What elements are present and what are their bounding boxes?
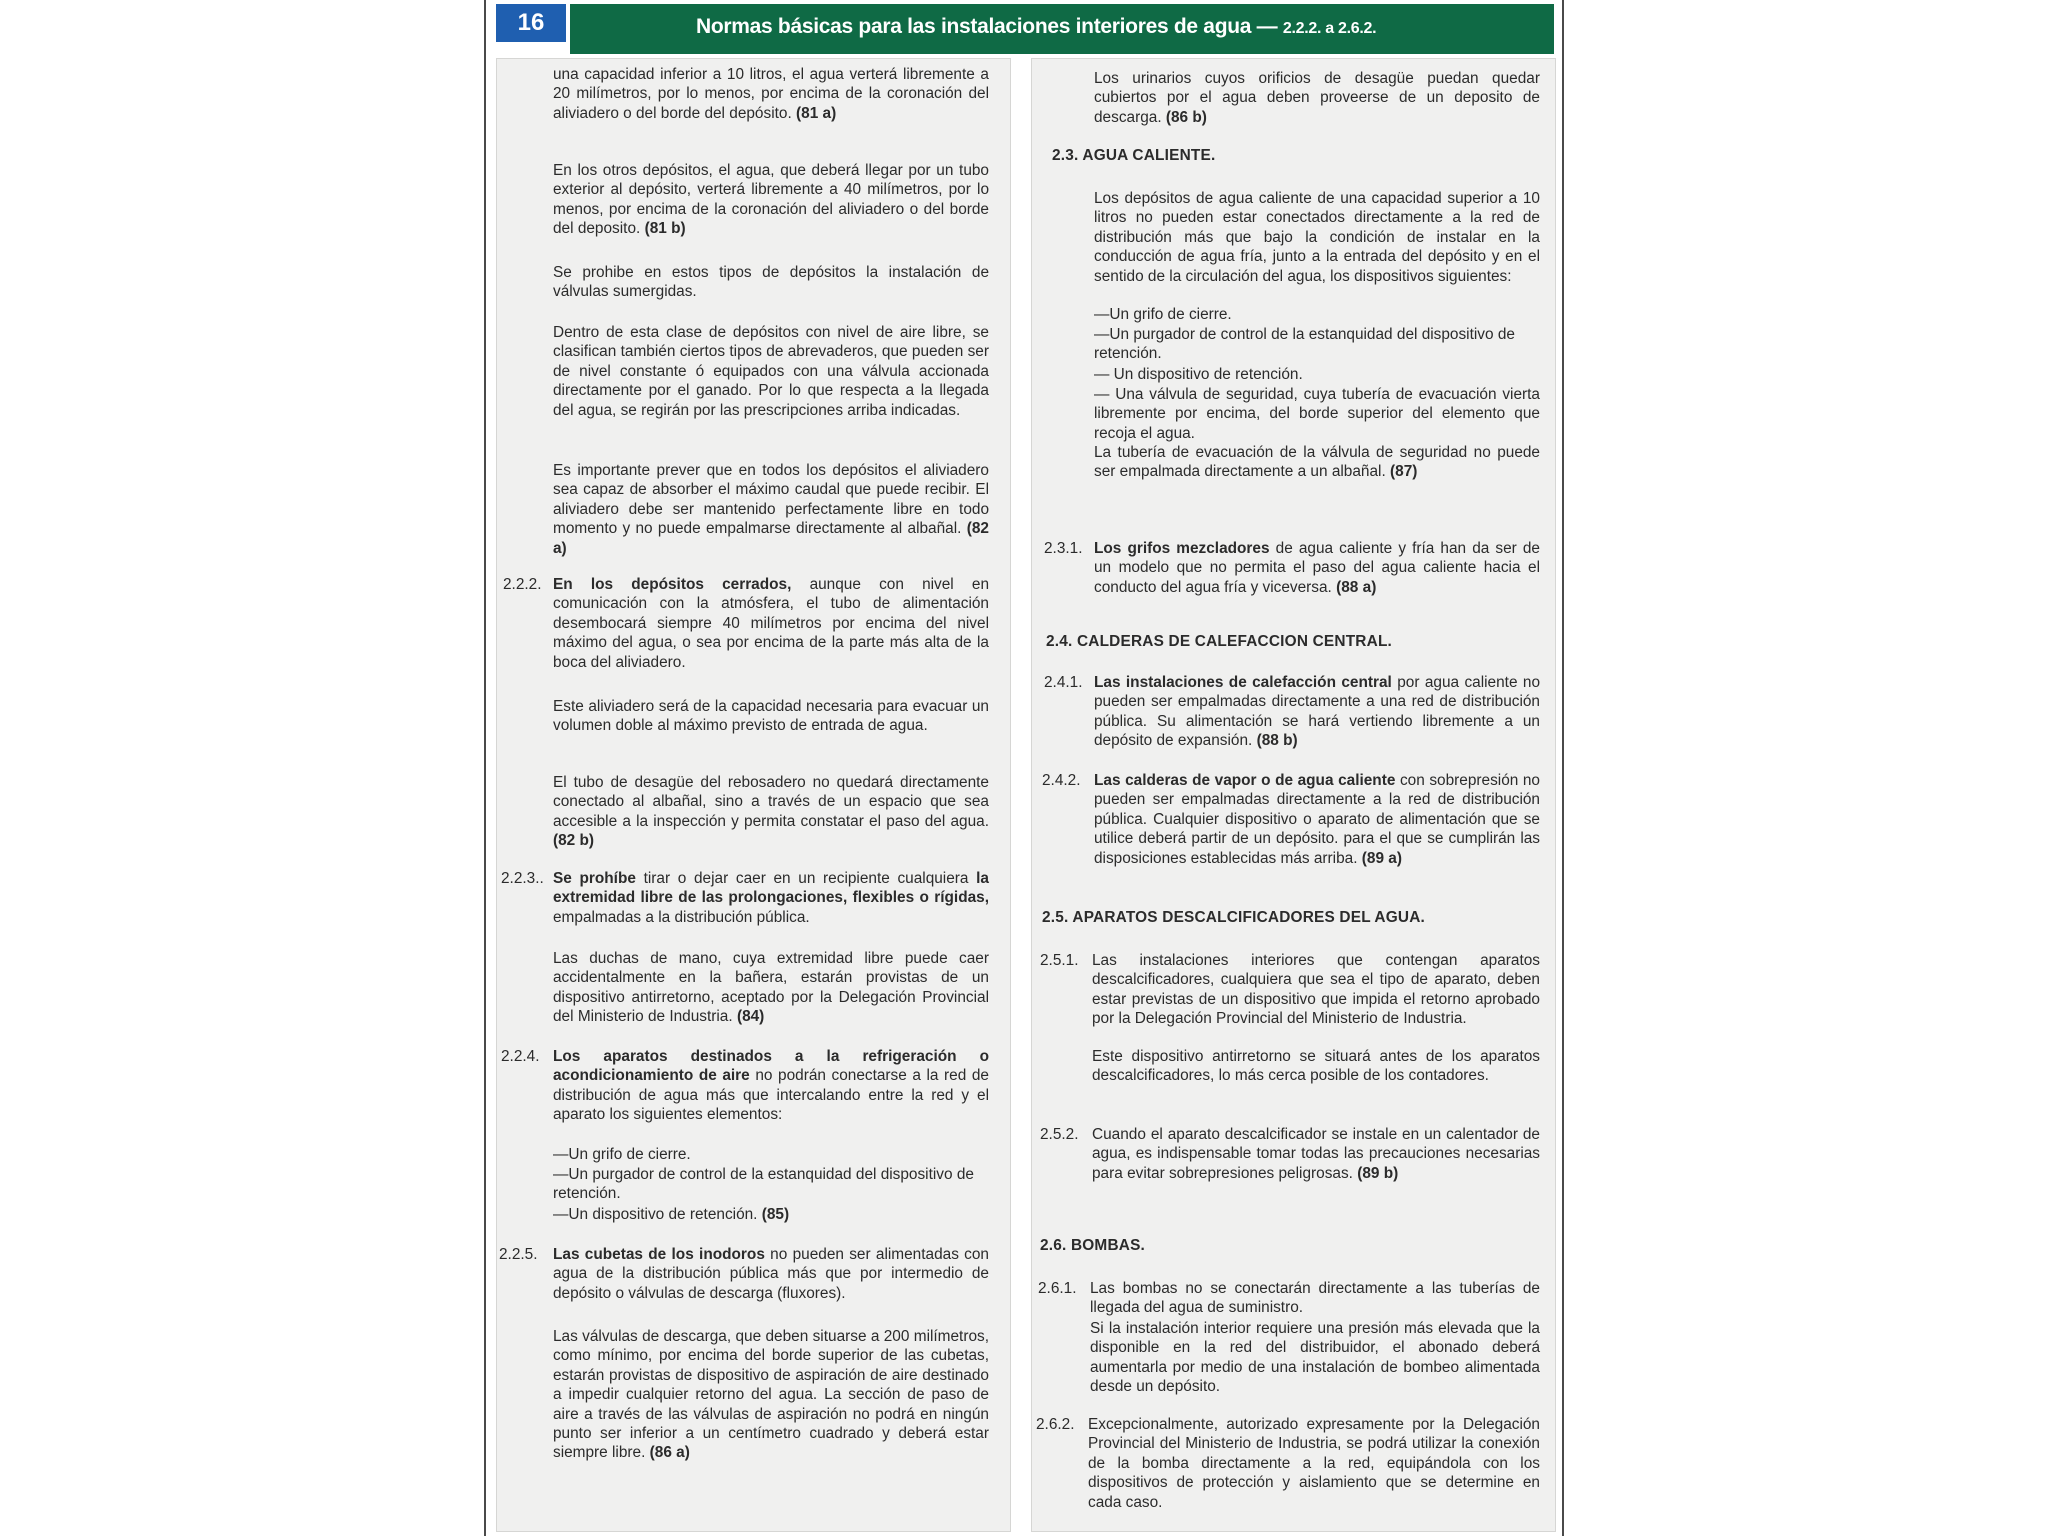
left-column [496,58,1011,1532]
list-item: — Una válvula de seguridad, cuya tubería de evacuación vierta libremente por encima, del borde superior del elemento que recoja el agua. [1094,386,1540,442]
section-number: 2.2.2. [503,576,542,593]
section-2-4-1: Las instalaciones de calefacción central por agua caliente no pueden ser empalmadas directamente a una red de distribución pública. Su alimentación se hará vertiendo libremente a un depósito de expansión. (88 b) [1094,674,1541,750]
page-number: 16 [496,4,566,42]
section-2-6-2: Excepcionalmente, autorizado expresamente por la Delegación Provincial del Ministerio de Industria, se podrá utilizar la conexión de la bomba directamente a la red, equipándola con los dispositivos de protección y aislamiento que se determine en cada caso. [1088,1416,1540,1511]
section-number: 2.2.3.. [501,870,544,887]
paragraph: Este aliviadero será de la capacidad necesaria para evacuar un volumen doble al máximo previsto de entrada de agua. [553,698,989,735]
section-2-5-2: Cuando el aparato descalcificador se instale en un calentador de agua, es indispensable tomar todas las precauciones necesarias para evitar sobrepresiones peligrosas. (89 b) [1092,1126,1540,1182]
section-2-2-3: Se prohíbe tirar o dejar caer en un recipiente cualquiera la extremidad libre de las prolongaciones, flexibles o rígidas, empalmadas a la distribución pública. [553,870,989,926]
paragraph: La tubería de evacuación de la válvula de seguridad no puede ser empalmada directamente a un albañal. (87) [1094,444,1540,481]
title-band [570,4,1554,54]
paragraph: Los urinarios cuyos orificios de desagüe puedan quedar cubiertos por el agua deben proveerse de un deposito de descarga. (86 b) [1094,70,1540,126]
paragraph: El tubo de desagüe del rebosadero no quedará directamente conectado al albañal, sino a través de un espacio que sea accesible a la inspección y permita constatar el paso del agua. (82 b) [553,774,989,850]
paragraph: Las válvulas de descarga, que deben situarse a 200 milímetros, como mínimo, por encima del borde superior de las cubetas, estarán provistas de dispositivo de aspiración de aire destinado a impedir cualquier retorno del agua. La sección de paso de aire a través de las válvulas de aspiración no podrá en ningún punto ser inferior a un centímetro cuadrado y deberá estar siempre libre. (86 a) [553,1328,989,1462]
list-item: —Un purgador de control de la estanquidad del dispositivo de retención. [553,1166,974,1203]
document-page [484,0,1564,1536]
section-heading-2-4: 2.4. CALDERAS DE CALEFACCION CENTRAL. [1046,633,1393,650]
section-2-3-1: Los grifos mezcladores de agua caliente y fría han da ser de un modelo que no permita el paso del agua caliente hacia el conducto del agua fría y viceversa. (88 a) [1094,540,1540,596]
page-header [496,4,1554,54]
paragraph: Los depósitos de agua caliente de una capacidad superior a 10 litros no pueden estar conectados directamente a la red de distribución más que bajo la condición de instalar en la conducción de agua fría, junto a la entrada del depósito y en el sentido de la circulación del agua, los dispositivos siguientes: [1094,190,1540,285]
section-number: 2.2.4. [501,1048,540,1065]
list-item: —Un purgador de control de la estanquidad del dispositivo de retención. [1094,326,1515,363]
page-title-main: Normas básicas para las instalaciones interiores de agua — [696,15,1278,38]
section-number: 2.4.2. [1042,772,1081,789]
section-heading-2-6: 2.6. BOMBAS. [1040,1237,1146,1254]
paragraph: Las duchas de mano, cuya extremidad libre puede caer accidentalmente en la bañera, estarán provistas de un dispositivo antirretorno, aceptado por la Delegación Provincial del Ministerio de Industria. (84) [553,950,989,1026]
section-number: 2.6.2. [1036,1416,1075,1433]
section-2-2-4: Los aparatos destinados a la refrigeración o acondicionamiento de aire no podrán conectarse a la red de distribución de agua más que intercalando entre la red y el aparato los siguientes elementos: [553,1048,989,1124]
paragraph: Este dispositivo antirretorno se situará antes de los aparatos descalcificadores, lo más cerca posible de los contadores. [1092,1048,1540,1085]
section-number: 2.5.2. [1040,1126,1079,1143]
section-heading-2-3: 2.3. AGUA CALIENTE. [1052,147,1216,164]
paragraph: una capacidad inferior a 10 litros, el agua verterá libremente a 20 milímetros, por lo menos, por encima de la coronación del aliviadero o del borde del depósito. (81 a) [553,66,989,122]
list-item: —Un grifo de cierre. [553,1146,691,1163]
section-2-5-1: Las instalaciones interiores que contengan aparatos descalcificadores, cualquiera que sea el tipo de aparato, deben estar previstas de un dispositivo que impida el retorno aprobado por la Delegación Provincial del Ministerio de Industria. [1092,952,1540,1028]
paragraph: En los otros depósitos, el agua, que deberá llegar por un tubo exterior al depósito, verterá libremente a 40 milímetros, por lo menos, por encima de la coronación del aliviadero o del borde del deposito. (81 b) [553,162,989,238]
paragraph: Si la instalación interior requiere una presión más elevada que la disponible en la red del distribuidor, el abonado deberá aumentarla por medio de una instalación de bombeo alimentada desde un depósito. [1090,1320,1540,1396]
section-number: 2.6.1. [1038,1280,1077,1297]
section-number: 2.5.1. [1040,952,1079,969]
page-title [696,15,1376,39]
section-2-6-1: Las bombas no se conectarán directamente a las tuberías de llegada del agua de suministro. [1090,1280,1540,1317]
list-item: — Un dispositivo de retención. [1094,366,1303,383]
section-2-4-2: Las calderas de vapor o de agua caliente con sobrepresión no pueden ser empalmadas directamente a la red de distribución pública. Cualquier dispositivo o aparato de alimentación que se utilice deberá partir de un depósito. para el que se cumplirán las disposiciones establecidas más arriba. (89 a) [1094,772,1540,867]
paragraph: Es importante prever que en todos los depósitos el aliviadero sea capaz de absorber el máximo caudal que puede recibir. El aliviadero debe ser mantenido perfectamente libre en todo momento y no puede empalmarse directamente al albañal. (82 a) [553,462,989,557]
section-number: 2.2.5. [499,1246,538,1263]
section-number: 2.3.1. [1044,540,1083,557]
list-item: —Un grifo de cierre. [1094,306,1232,323]
section-number: 2.4.1. [1044,674,1083,691]
paragraph: Se prohibe en estos tipos de depósitos la instalación de válvulas sumergidas. [553,264,989,301]
page-title-range: 2.2.2. a 2.6.2. [1282,20,1377,37]
paragraph: Dentro de esta clase de depósitos con nivel de aire libre, se clasifican también ciertos tipos de abrevaderos, que pueden ser de nivel constante ó equipados con una válvula accionada directamente por el ganado. Por lo que respecta a la llegada del agua, se regirán por las prescripciones arriba indicadas. [553,324,989,419]
list-item: —Un dispositivo de retención. (85) [553,1206,790,1223]
section-2-2-5: Las cubetas de los inodoros no pueden ser alimentadas con agua de la distribución pública más que por intermedio de depósito o válvulas de descarga (fluxores). [553,1246,989,1302]
section-heading-2-5: 2.5. APARATOS DESCALCIFICADORES DEL AGUA. [1042,909,1426,926]
right-column [1031,58,1556,1532]
section-2-2-2: En los depósitos cerrados, aunque con nivel en comunicación con la atmósfera, el tubo de alimentación desembocará siempre 40 milímetros por encima del nivel máximo del agua, o sea por encima de la parte más alta de la boca del aliviadero. [553,576,989,671]
